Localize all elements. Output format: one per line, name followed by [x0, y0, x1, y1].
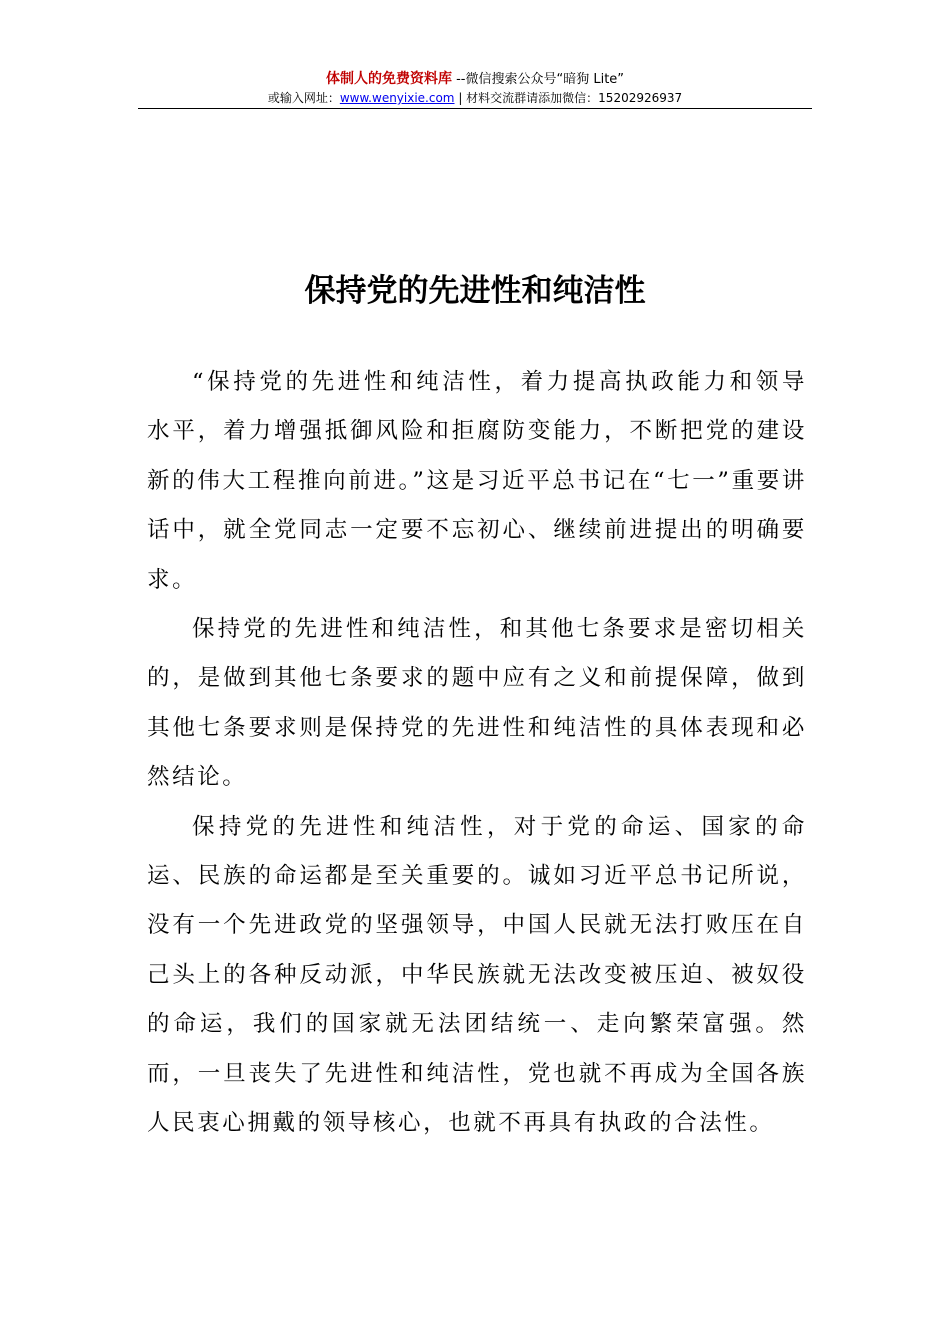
page-header — [138, 70, 812, 107]
header-line-1 — [138, 70, 812, 89]
header-url-link[interactable]: www.wenyixie.com — [339, 91, 455, 105]
document-body — [147, 358, 807, 1149]
paragraph-1: “保持党的先进性和纯洁性，着力提高执政能力和领导水平，着力增强抵御风险和拒腐防变能力，不断把党的建设新的伟大工程推向前进。”这是习近平总书记在“七一”重要讲话中，就全党同志一定要不忘初心、继续前进提出的明确要求。 — [147, 369, 807, 593]
header-tagline: --微信搜索公众号“暗狗 Lite” — [451, 72, 625, 87]
paragraph-3: 保持党的先进性和纯洁性，对于党的命运、国家的命运、民族的命运都是至关重要的。诚如习近平总书记所说，没有一个先进政党的坚强领导，中国人民就无法打败压在自己头上的各种反动派，中华民族就无法改变被压迫、被奴役的命运，我们的国家就无法团结统一、走向繁荣富强。然而，一旦丧失了先进性和纯洁性，党也就不再成为全国各族人民衷心拥戴的领导核心，也就不再具有执政的合法性。 — [147, 813, 807, 1137]
header-url-prefix: 或输入网址： — [267, 91, 340, 105]
header-brand: 体制人的免费资料库 — [325, 71, 452, 87]
document-title: 保持党的先进性和纯洁性 — [304, 273, 646, 309]
paragraph-2: 保持党的先进性和纯洁性，和其他七条要求是密切相关的，是做到其他七条要求的题中应有之义和前提保障，做到其他七条要求则是保持党的先进性和纯洁性的具体表现和必然结论。 — [147, 616, 807, 791]
header-line-2 — [138, 89, 812, 107]
header-contact: | 材料交流群请添加微信：15202926937 — [454, 91, 683, 105]
header-divider — [138, 108, 812, 109]
